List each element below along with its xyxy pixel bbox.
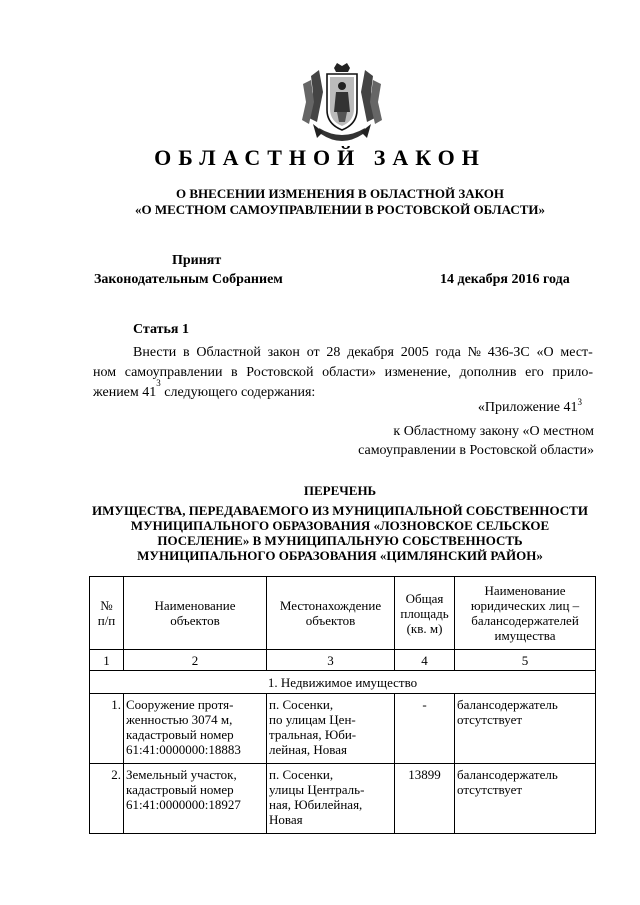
adoption-date: 14 декабря 2016 года <box>440 272 570 287</box>
paragraph-word: года <box>435 345 461 360</box>
superscript: 3 <box>577 397 582 407</box>
table-header-row <box>90 577 596 650</box>
row-holder: балансодержатель отсутствует <box>455 694 596 764</box>
table-row <box>90 764 596 834</box>
superscript: 3 <box>156 378 161 388</box>
adoption-line: Принят <box>172 253 222 268</box>
section-label: 1. Недвижимое имущество <box>90 671 596 694</box>
list-title: ПЕРЕЧЕНЬ <box>303 483 377 498</box>
paragraph-word: его <box>525 365 544 380</box>
appendix-block <box>330 398 594 460</box>
appendix-heading <box>330 398 594 417</box>
paragraph-word: «О <box>536 345 554 360</box>
column-number: 3 <box>267 650 395 671</box>
row-area: 13899 <box>395 764 455 834</box>
column-number: 5 <box>455 650 596 671</box>
article-paragraph <box>93 343 593 403</box>
list-subtitle <box>0 503 640 563</box>
article-heading: Статья 1 <box>133 322 189 337</box>
list-subtitle-line: ПОСЕЛЕНИЕ» В МУНИЦИПАЛЬНУЮ СОБСТВЕННОСТЬ <box>157 533 523 548</box>
paragraph-line <box>93 363 593 383</box>
paragraph-word: ном <box>93 365 117 380</box>
column-number: 2 <box>124 650 267 671</box>
header-cell-location: Местонахождение объектов <box>267 577 395 650</box>
paragraph-word: от <box>306 345 320 360</box>
appendix-line: к Областному закону «О местном <box>393 424 594 439</box>
list-subtitle-line: МУНИЦИПАЛЬНОГО ОБРАЗОВАНИЯ «ЦИМЛЯНСКИЙ РАЙОН» <box>137 548 543 563</box>
law-subtitle <box>0 186 640 218</box>
paragraph-word: самоуправлении <box>124 365 223 380</box>
paragraph-word: 28 <box>326 345 341 360</box>
paragraph-word: области» <box>322 365 376 380</box>
row-name: Сооружение протя- женностью 3074 м, кадастровый номер 61:41:0000000:18883 <box>124 694 267 764</box>
paragraph-word: закон <box>267 345 300 360</box>
column-number: 1 <box>90 650 124 671</box>
row-area: - <box>395 694 455 764</box>
paragraph-word: Ростовской <box>246 365 314 380</box>
property-table <box>89 576 596 834</box>
row-number: 2. <box>90 764 124 834</box>
row-location: п. Сосенки, по улицам Цен- тральная, Юби- лейная, Новая <box>267 694 395 764</box>
paragraph-text: следующего содержания: <box>160 385 316 400</box>
paragraph-text: жением 41 <box>93 385 157 400</box>
paragraph-word: № <box>467 345 481 360</box>
header-cell-area: Общая площадь (кв. м) <box>395 577 455 650</box>
list-subtitle-line: ИМУЩЕСТВА, ПЕРЕДАВАЕМОГО ИЗ МУНИЦИПАЛЬНОЙ СОБСТВЕННОСТИ <box>92 503 588 518</box>
paragraph-word: изменение, <box>384 365 451 380</box>
header-cell-number: № п/п <box>90 577 124 650</box>
paragraph-word: Внести <box>133 345 177 360</box>
column-number: 4 <box>395 650 455 671</box>
adoption-block <box>94 251 283 289</box>
paragraph-word: прило- <box>552 365 593 380</box>
header-cell-holder: Наименование юридических лиц – балансодержателей имущества <box>455 577 596 650</box>
section-row <box>90 671 596 694</box>
table-row <box>90 694 596 764</box>
coat-of-arms-emblem <box>299 62 385 148</box>
paragraph-word: 436-ЗС <box>487 345 530 360</box>
paragraph-word: мест- <box>560 345 593 360</box>
header-cell-name: Наименование объектов <box>124 577 267 650</box>
adoption-line: Законодательным Собранием <box>94 272 283 287</box>
paragraph-word: в <box>231 365 238 380</box>
paragraph-word: в <box>183 345 190 360</box>
row-number: 1. <box>90 694 124 764</box>
law-subtitle-line: «О МЕСТНОМ САМОУПРАВЛЕНИИ В РОСТОВСКОЙ ОБЛАСТИ» <box>135 202 545 217</box>
row-holder: балансодержатель отсутствует <box>455 764 596 834</box>
appendix-heading-text: «Приложение 41 <box>477 400 578 415</box>
row-location: п. Сосенки, улицы Централь- ная, Юбилейная, Новая <box>267 764 395 834</box>
law-title: ОБЛАСТНОЙ ЗАКОН <box>154 145 486 170</box>
paragraph-line <box>93 343 593 363</box>
row-name: Земельный участок, кадастровый номер 61:41:0000000:18927 <box>124 764 267 834</box>
paragraph-word: 2005 <box>400 345 429 360</box>
law-subtitle-line: О ВНЕСЕНИИ ИЗМЕНЕНИЯ В ОБЛАСТНОЙ ЗАКОН <box>176 186 504 201</box>
column-number-row <box>90 650 596 671</box>
paragraph-word: декабря <box>347 345 394 360</box>
list-subtitle-line: МУНИЦИПАЛЬНОГО ОБРАЗОВАНИЯ «ЛОЗНОВСКОЕ СЕЛЬСКОЕ <box>130 518 550 533</box>
appendix-line: самоуправлении в Ростовской области» <box>358 443 594 458</box>
paragraph-word: Областной <box>196 345 261 360</box>
paragraph-word: дополнив <box>459 365 517 380</box>
